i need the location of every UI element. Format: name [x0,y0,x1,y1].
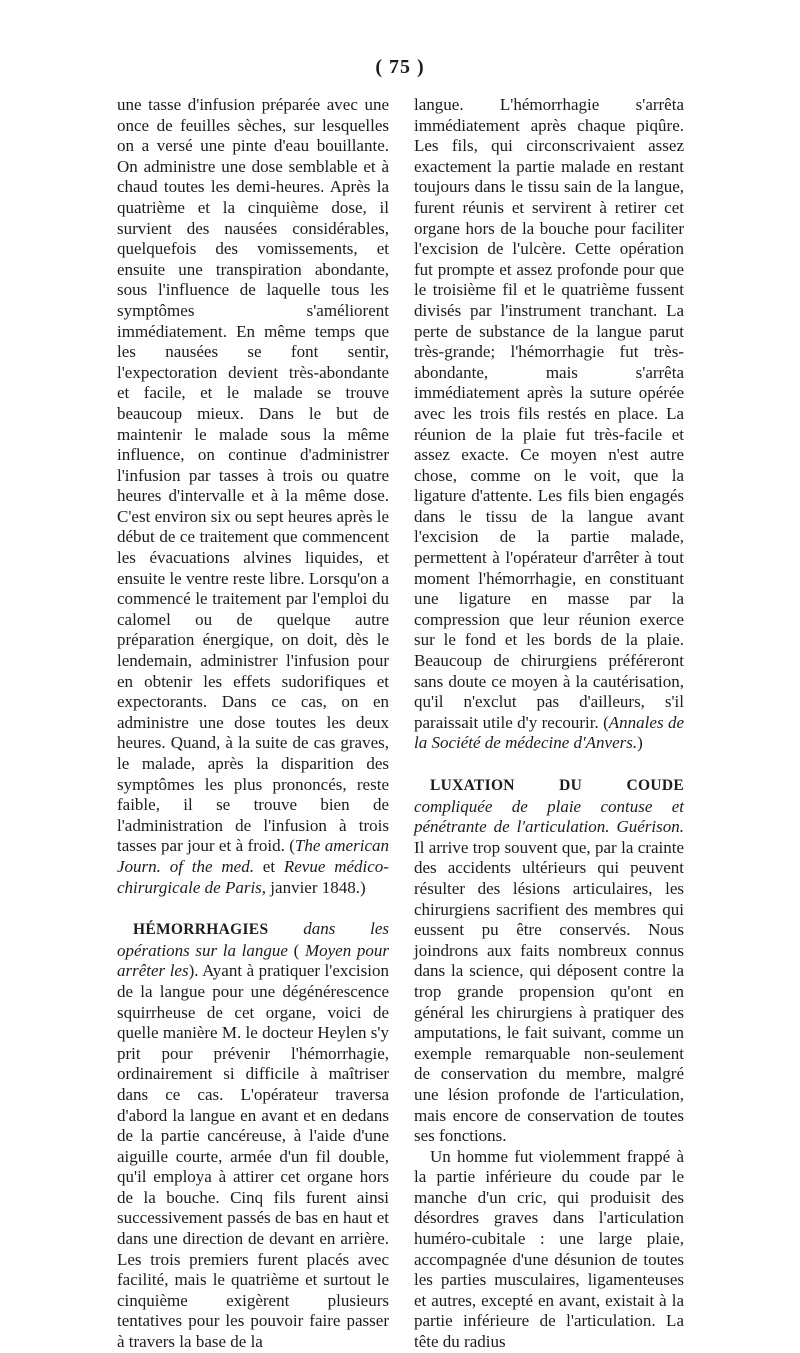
section-body: ). Ayant à pratiquer l'excision de la langue pour une dégénérescence squirrheuse de cet organe, voici de quelle manière M. le docteur Heylen s'y prit pour prévenir l'hémorrhagie, ordinairement si difficile à maîtriser dans ce cas. L'opérateur traversa d'abord la langue en avant et en dedans de la partie cancéreuse, à l'aide d'une aiguille courte, armée d'un fil double, qu'il employa à attirer cet organe hors de la bouche. Cinq fils furent ainsi successivement passés de bas en haut et dans une direction de devant en arrière. Les trois premiers furent placés avec facilité, mais le quatrième et surtout le cinquième exigèrent plusieurs tentatives pour les pouvoir faire passer à travers la base de la [117,961,389,1352]
section-title-hemorrhagies: HÉMORRHAGIES [133,921,269,939]
section-subtitle: compliquée de plaie contuse et pénétrante de l'articulation. Guérison. [414,796,684,837]
right-column [414,95,684,1353]
section-hemorrhagies [117,919,389,1352]
left-column [117,95,389,1353]
citation-date: janvier 1848.) [266,877,366,897]
citation-annales-anvers: Annales de la Société de médecine d'Anvers. [414,712,684,753]
citation-joiner: et [253,856,284,876]
paragraph-text: langue. L'hémorrhagie s'arrêta immédiatement après chaque piqûre. Les fils, qui circonscrivaient assez exactement la partie malade en restant toujours dans le tissu sain de la langue, furent réunis et servirent à retirer cet organe hors de la bouche pour faciliter l'excision de l'ulcère. Cette opération fut prompte et assez profonde pour que le troisième fil et le quatrième fussent divisés par l'instrument tranchant. La perte de substance de la langue parut très-grande; l'hémorrhagie fut très-abondante, mais s'arrêta immédiatement après la suture opérée avec les trois fils restés en place. La réunion de la plaie fut très-facile et assez exacte. Ce moyen n'est autre chose, comme on le voit, que la ligature d'attente. Les fils bien engagés dans le tissu de la langue avant l'excision de la partie malade, permettent à l'opérateur d'arrêter à tout moment l'hémorrhagie, en constituant une ligature en masse par la compression que leur réunion exerce sur le fond et les bords de la plaie. Beaucoup de chirurgiens préféreront sans doute ce moyen à la cautérisation, qu'il n'exclut pas d'ailleurs, s'il paraissait utile d'y recourir. ( [414,95,684,732]
section-subtitle-means: Moyen pour arrêter les [117,940,389,981]
citation-american-journal: The american Journ. of the med. [117,836,389,876]
citation-close: ) [637,733,643,753]
page-number: ( 75 ) [375,56,425,78]
paragraph-case-report: Un homme fut violemment frappé à la partie inférieure du coude par le manche d'un cric, qui produisit des désordres graves dans l'articulation huméro-cubitale : une large plaie, accompagnée d'une désunion de toutes les parties musculaires, ligamenteuses et autres, excepté en avant, existait à la partie inférieure de l'articulation. La tête du radius [414,1146,684,1352]
citation-revue-medico-chirurgicale: Revue médico-chirurgicale de Paris, [117,856,389,897]
section-body: Il arrive trop souvent que, par la crainte des accidents ultérieurs qui peuvent résulter des lésions articulaires, les chirurgiens sacrifient des membres qui eussent pu être conservés. Nous joindrons aux faits nombreux connus dans la science, qui déposent contre la trop grande propension qu'ont en général les chirurgiens à pratiquer des amputations, le fait suivant, comme un exemple remarquable non-seulement de conservation du membre, malgré une lésion profonde de l'articulation, mais encore de conservation de toutes ses fonctions. [414,837,684,1146]
section-subtitle: dans les opérations sur la langue [117,919,389,960]
section-luxation-du-coude [414,775,684,1147]
section-paren: ( [287,940,300,960]
paragraph-infusion-treatment [117,95,389,898]
paragraph-text: une tasse d'infusion préparée avec une once de feuilles sèches, sur lesquelles on a versé une pinte d'eau bouillante. On administre une dose semblable et à chaud toutes les demi-heures. Après la quatrième et la cinquième dose, il survient des nausées considérables, quelquefois des vomissements, et ensuite une transpiration abondante, sous l'influence de laquelle tous les symptômes s'améliorent immédiatement. En même temps que les nausées se font sentir, l'expectoration devient très-abondante et facile, et le malade se trouve beaucoup mieux. Dans le but de maintenir le malade sous la même influence, on continue d'administrer l'infusion par tasses à trois ou quatre heures d'intervalle et à la même dose. C'est environ six ou sept heures après le début de ce traitement que commencent les évacuations alvines liquides, et ensuite le ventre reste libre. Lorsqu'on a commencé le traitement par l'emploi du calomel ou de quelque autre préparation énergique, on doit, dès le lendemain, administrer l'infusion pour en obtenir les effets sudorifiques et expectorants. Dans ce cas, on en administre une dose toutes les deux heures. Quand, à la suite de cas graves, le malade, après la disparition des symptômes les plus prononcés, reste faible, il se trouve bien de l'administration de l'infusion à trois tasses par jour et à froid. ( [117,95,389,856]
section-title-luxation: LUXATION DU COUDE [430,777,684,794]
paragraph-hemorrhage-continued [414,95,684,754]
